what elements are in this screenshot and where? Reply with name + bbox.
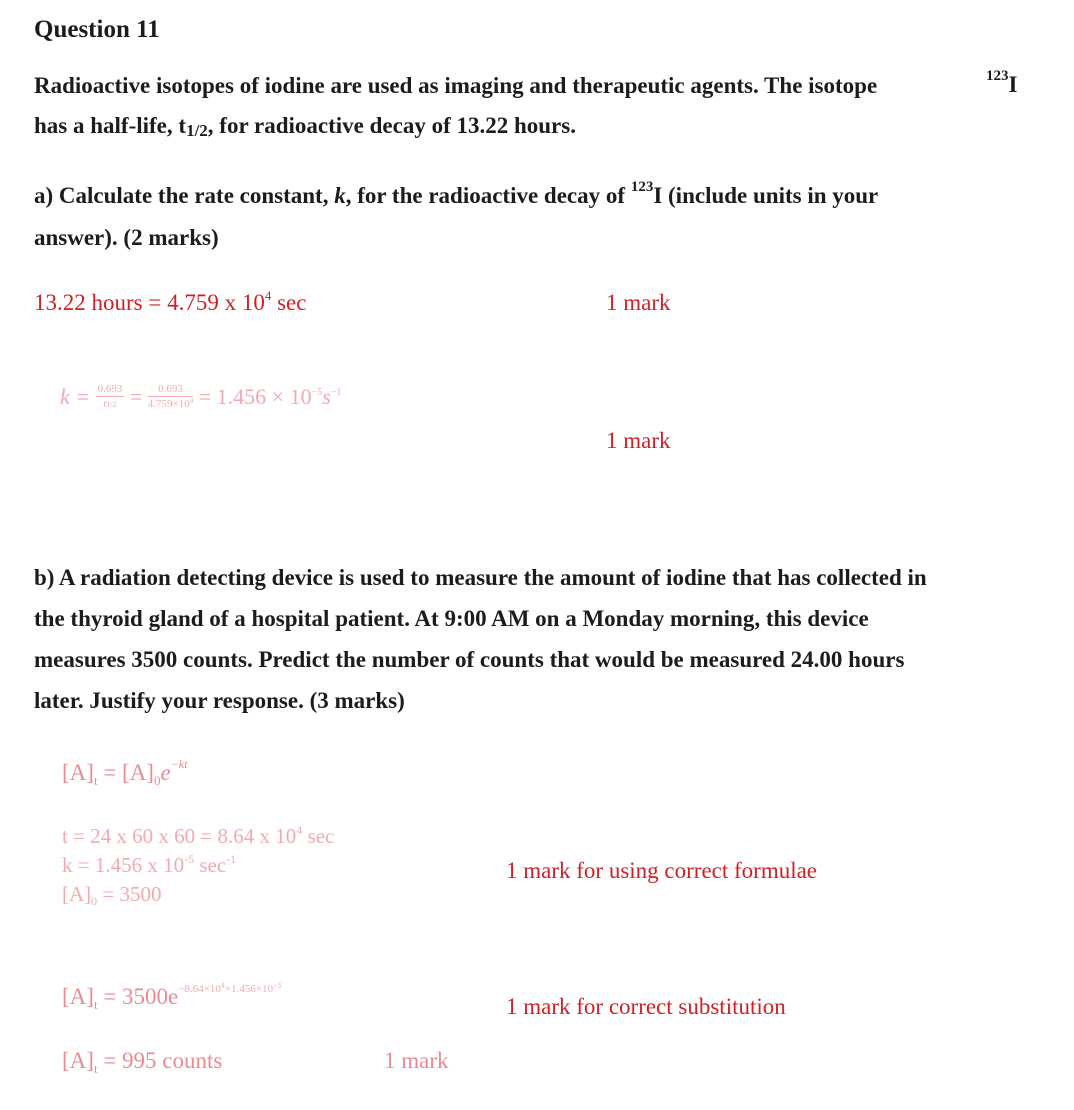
part-b-line-4: later. Justify your response. (3 marks) [34, 688, 405, 713]
mark-formula: 1 mark for using correct formulae [506, 858, 818, 883]
conversion-unit: sec [271, 290, 307, 315]
mark-substitution: 1 mark for correct substitution [506, 994, 786, 1019]
equals-sign: = [129, 384, 143, 409]
sub-exp-rest: ×1.456×10 [224, 983, 274, 995]
k-value-unit: sec [194, 853, 227, 877]
mark-a-1: 1 mark [606, 290, 671, 315]
part-a-isotope-mass: 123 [630, 179, 654, 195]
fraction-2-numerator: 0.693 [148, 383, 193, 397]
t-value-text: t = 24 x 60 x 60 = 8.64 x 10 [62, 824, 297, 848]
fraction-1-denominator [96, 397, 125, 411]
k-lhs: k = [60, 384, 91, 409]
part-b-line-2: the thyroid gland of a hospital patient. At 9:00 AM on a Monday morning, this device [34, 606, 869, 631]
a0-value: = 3500 [97, 882, 162, 906]
a0-value-line [62, 882, 162, 907]
fraction-2-den-text: 4.759×10 [147, 397, 190, 410]
fraction-2-denominator [148, 397, 193, 411]
part-a-prompt-mid: , for the radioactive decay of [345, 183, 631, 208]
mark-a-2: 1 mark [606, 428, 671, 453]
part-a-prompt-k: k [334, 183, 346, 208]
k-equation [60, 384, 341, 413]
intro-text: Radioactive isotopes of iodine are used as imaging and therapeutic agents. The isotope [34, 73, 878, 98]
conversion-line [34, 290, 306, 316]
t-symbol: t [103, 397, 107, 410]
part-a-prompt-post: I (include units in your [653, 183, 879, 208]
ans-lhs: [A] [62, 1048, 94, 1073]
k-result-unit: s [322, 384, 331, 409]
formula-e: e [160, 760, 171, 785]
conversion-text: 13.22 hours = 4.759 x 10 [34, 290, 265, 315]
k-result-exponent: −5 [311, 387, 323, 398]
intro-line-2 [34, 113, 576, 140]
t-value-line [62, 824, 334, 849]
formula-lhs: [A] [62, 760, 94, 785]
intro-line-2-post: , for radioactive decay of 13.22 hours. [207, 113, 576, 138]
ans-value: = 995 counts [97, 1048, 223, 1073]
sub-rhs: = 3500e [97, 984, 179, 1009]
sub-exp-text: −8.64×10 [178, 983, 221, 995]
substitution-line [62, 981, 282, 1012]
k-value-text: k = 1.456 x 10 [62, 853, 185, 877]
a0-sub: 0 [91, 894, 98, 908]
rate-law-formula [62, 757, 188, 788]
formula-eq: = [A] [97, 760, 154, 785]
formula-exponent: −kt [170, 757, 188, 771]
sub-exp-rest-pow: −5 [273, 981, 282, 990]
isotope-mass: 123 [986, 68, 1009, 84]
part-a-prompt-pre: a) Calculate the rate constant, [34, 183, 335, 208]
isotope-symbol: I [1008, 72, 1018, 97]
fraction-2 [148, 383, 193, 411]
part-a-prompt-line-1 [34, 179, 879, 208]
conversion-exponent: 4 [264, 288, 272, 303]
fraction-2-den-exp: 4 [189, 396, 194, 405]
sub-exp-pow: 4 [220, 981, 225, 990]
formula-rhs-sub: 0 [153, 773, 161, 788]
k-value-exp: -5 [184, 852, 195, 866]
ans-sub: t [93, 1061, 98, 1076]
fraction-1 [96, 383, 125, 411]
part-b-line-1: b) A radiation detecting device is used to measure the amount of iodine that has collected in [34, 565, 927, 590]
k-value-unit-exp: -1 [226, 852, 237, 866]
question-title: Question 11 [34, 16, 160, 43]
k-result: = 1.456 × 10 [198, 384, 312, 409]
sub-lhs: [A] [62, 984, 94, 1009]
part-b-line-3: measures 3500 counts. Predict the number of counts that would be measured 24.00 hours [34, 647, 905, 672]
fraction-1-numerator: 0.693 [97, 382, 123, 395]
isotope-label [986, 60, 1018, 97]
t-value-exp: 4 [296, 823, 303, 837]
intro-line-1 [34, 74, 877, 97]
formula-lhs-sub: t [93, 773, 98, 788]
mark-answer: 1 mark [384, 1048, 449, 1073]
a0-text: [A] [62, 882, 92, 906]
sub-lhs-sub: t [93, 997, 98, 1012]
t-value-unit: sec [302, 824, 335, 848]
intro-line-2-pre: has a half-life, t [34, 113, 187, 138]
t-subscript: 1/2 [106, 399, 117, 409]
answer-line [62, 1048, 222, 1074]
k-value-line [62, 853, 236, 878]
half-life-subscript: 1/2 [186, 121, 208, 140]
sub-exponent [178, 983, 281, 995]
part-a-prompt-line-2: answer). (2 marks) [34, 225, 219, 250]
k-result-unit-exponent: −1 [330, 387, 342, 398]
